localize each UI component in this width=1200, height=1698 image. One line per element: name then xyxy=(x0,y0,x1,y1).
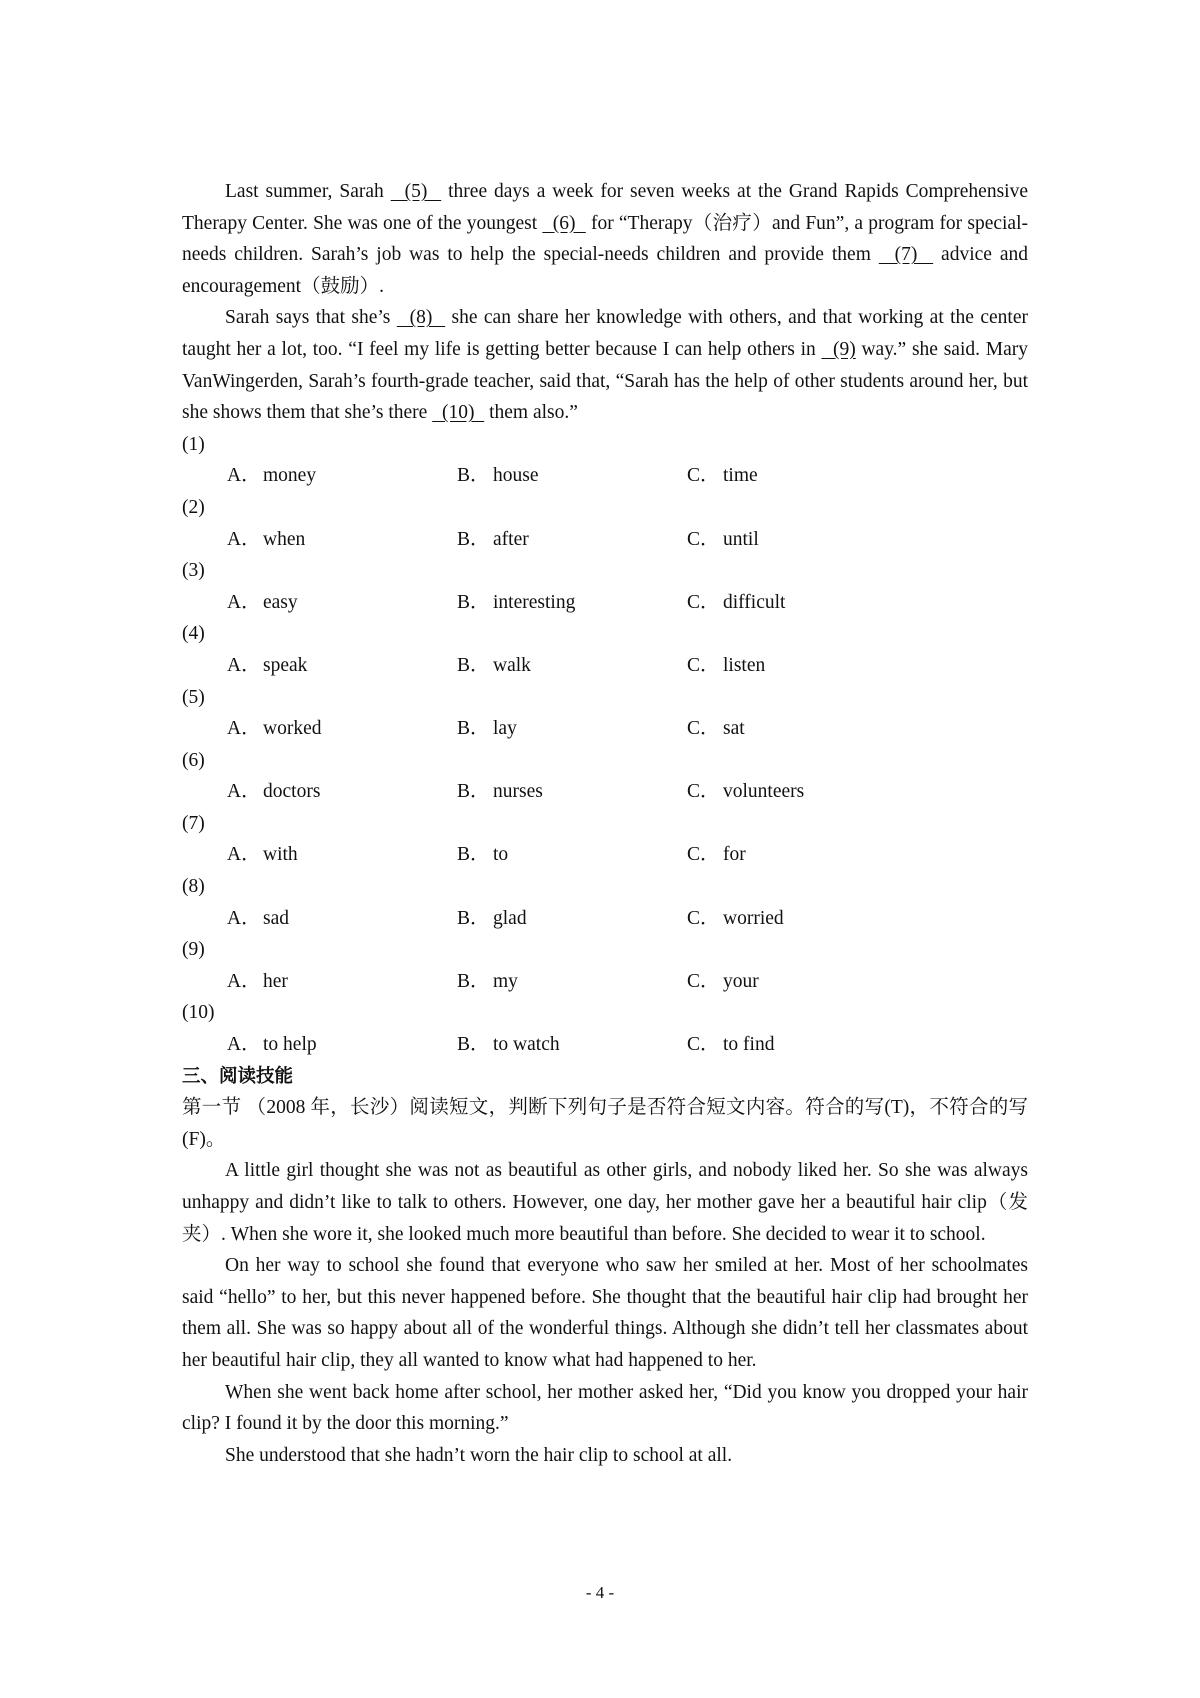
option-text: interesting xyxy=(493,591,576,613)
option-text: until xyxy=(723,528,759,550)
text-span: she can share her knowledge with others, and that working at the center taught her a lot, too. “I feel my life is getting better because I can help others in xyxy=(182,307,1028,360)
option-text: nurses xyxy=(493,781,543,803)
reading-paragraph: When she went back home after school, her mother asked her, “Did you know you dropped your hair clip? I found it by the door this morning.” xyxy=(182,1381,1028,1435)
option-letter: C． xyxy=(687,654,720,676)
question-number: (7) xyxy=(182,812,205,834)
option-row xyxy=(182,524,1028,556)
option-a xyxy=(227,713,321,745)
option-text: worried xyxy=(723,907,784,929)
blank-10: (10) xyxy=(432,402,485,424)
option-a xyxy=(227,587,298,619)
option-row xyxy=(182,966,1028,998)
option-b xyxy=(457,460,539,492)
option-c xyxy=(687,966,759,998)
reading-passage xyxy=(182,1155,1028,1471)
text-span: them also.” xyxy=(484,402,578,424)
option-a xyxy=(227,776,320,808)
question-number: (1) xyxy=(182,433,205,455)
option-text: sat xyxy=(723,718,745,740)
option-row xyxy=(182,713,1028,745)
option-text: easy xyxy=(263,591,298,613)
option-text: to xyxy=(493,844,509,866)
question-number: (5) xyxy=(182,686,205,708)
question-number: (8) xyxy=(182,876,205,898)
option-b xyxy=(457,1029,560,1061)
option-letter: C． xyxy=(687,718,720,740)
option-c xyxy=(687,650,765,682)
option-text: for xyxy=(723,844,746,866)
option-row xyxy=(182,839,1028,871)
blank-5: (5) xyxy=(390,181,442,202)
option-letter: B． xyxy=(457,654,490,676)
option-letter: C． xyxy=(687,970,720,992)
option-row xyxy=(182,460,1028,492)
text-span: for “Therapy（治疗）and Fun”, a program for special-needs children. Sarah’s job was to help the special-needs children and provide them xyxy=(182,212,1028,266)
option-text: when xyxy=(263,528,306,550)
option-letter: A． xyxy=(227,781,261,803)
question-list xyxy=(182,429,1028,1061)
option-text: time xyxy=(723,465,758,487)
option-b xyxy=(457,776,543,808)
blank-6: (6) xyxy=(542,212,586,234)
option-letter: A． xyxy=(227,718,261,740)
option-c xyxy=(687,713,745,745)
question-number: (9) xyxy=(182,939,205,961)
section-instruction: 第一节 （2008 年，长沙）阅读短文，判断下列句子是否符合短文内容。符合的写(T)，不符合的写(F)。 xyxy=(182,1097,1028,1150)
option-letter: B． xyxy=(457,1034,490,1056)
option-letter: C． xyxy=(687,781,720,803)
question-number: (2) xyxy=(182,496,205,518)
option-row xyxy=(182,587,1028,619)
option-letter: A． xyxy=(227,1034,261,1056)
question-number: (6) xyxy=(182,749,205,771)
option-row xyxy=(182,776,1028,808)
option-text: after xyxy=(493,528,529,550)
option-text: listen xyxy=(723,654,766,676)
option-text: to find xyxy=(723,1034,775,1056)
option-b xyxy=(457,587,575,619)
text-span: Last summer, Sarah xyxy=(225,181,391,202)
option-text: money xyxy=(263,465,317,487)
option-letter: B． xyxy=(457,844,490,866)
option-text: my xyxy=(493,970,518,992)
option-text: sad xyxy=(263,907,289,929)
option-c xyxy=(687,524,759,556)
text-span: way.” she said. Mary VanWingerden, Sarah’s fourth-grade teacher, said that, “Sarah has the help of other students around her, but she shows them that she’s there xyxy=(182,338,1028,424)
option-c xyxy=(687,776,804,808)
option-c xyxy=(687,903,784,935)
blank-9: (9) xyxy=(821,338,856,360)
option-letter: B． xyxy=(457,591,490,613)
reading-paragraph: She understood that she hadn’t worn the hair clip to school at all. xyxy=(225,1444,733,1466)
option-c xyxy=(687,460,758,492)
option-b xyxy=(457,524,529,556)
option-letter: A． xyxy=(227,907,261,929)
option-letter: C． xyxy=(687,591,720,613)
option-row xyxy=(182,1029,1028,1061)
blank-7: (7) xyxy=(878,244,934,266)
option-text: doctors xyxy=(263,781,321,803)
option-letter: A． xyxy=(227,528,261,550)
option-a xyxy=(227,839,298,871)
option-text: house xyxy=(493,465,539,487)
option-letter: A． xyxy=(227,970,261,992)
option-letter: B． xyxy=(457,718,490,740)
option-letter: A． xyxy=(227,591,261,613)
option-letter: C． xyxy=(687,528,720,550)
option-text: to watch xyxy=(493,1034,560,1056)
option-row xyxy=(182,650,1028,682)
reading-paragraph: A little girl thought she was not as beautiful as other girls, and nobody liked her. So she was always unhappy and didn’t like to talk to others. However, one day, her mother gave her a beautiful hair clip（发夹）. When she wore it, she looked much more beautiful than before. She decided to wear it to school. xyxy=(182,1160,1028,1245)
option-text: difficult xyxy=(723,591,786,613)
option-letter: C． xyxy=(687,1034,720,1056)
option-a xyxy=(227,524,305,556)
cloze-paragraph-1 xyxy=(182,176,1028,302)
option-letter: B． xyxy=(457,970,490,992)
option-b xyxy=(457,713,517,745)
option-letter: A． xyxy=(227,844,261,866)
option-row xyxy=(182,903,1028,935)
cloze-paragraph-2 xyxy=(182,302,1028,428)
reading-paragraph: On her way to school she found that everyone who saw her smiled at her. Most of her schoolmates said “hello” to her, but this never happened before. She thought that the beautiful hair clip had brought her them all. She was so happy about all of the wonderful things. Although she didn’t tell her classmates about her beautiful hair clip, they all wanted to know what had happened to her. xyxy=(182,1255,1028,1371)
option-b xyxy=(457,966,518,998)
option-letter: C． xyxy=(687,907,720,929)
option-letter: A． xyxy=(227,465,261,487)
option-letter: B． xyxy=(457,781,490,803)
option-letter: B． xyxy=(457,907,490,929)
option-text: volunteers xyxy=(723,781,805,803)
option-letter: C． xyxy=(687,844,720,866)
option-a xyxy=(227,966,288,998)
blank-8: (8) xyxy=(396,307,446,329)
page-number: - 4 - xyxy=(585,1583,615,1602)
option-text: worked xyxy=(263,718,322,740)
option-b xyxy=(457,650,531,682)
option-a xyxy=(227,1029,317,1061)
option-a xyxy=(227,460,316,492)
option-text: walk xyxy=(493,654,531,676)
page-content xyxy=(182,176,1028,1471)
option-letter: C． xyxy=(687,465,720,487)
section-title: 三、阅读技能 xyxy=(182,1065,294,1087)
option-text: your xyxy=(723,970,759,992)
option-a xyxy=(227,650,307,682)
option-text: with xyxy=(263,844,298,866)
option-text: lay xyxy=(493,718,517,740)
option-text: glad xyxy=(493,907,527,929)
option-a xyxy=(227,903,289,935)
option-b xyxy=(457,903,527,935)
option-b xyxy=(457,839,508,871)
option-letter: A． xyxy=(227,654,261,676)
option-letter: B． xyxy=(457,528,490,550)
question-number: (4) xyxy=(182,623,205,645)
option-letter: B． xyxy=(457,465,490,487)
option-text: speak xyxy=(263,654,308,676)
text-span: Sarah says that she’s xyxy=(225,307,397,329)
option-c xyxy=(687,1029,774,1061)
question-number: (3) xyxy=(182,560,205,582)
option-c xyxy=(687,839,746,871)
option-text: to help xyxy=(263,1034,317,1056)
question-number: (10) xyxy=(182,1002,215,1024)
text-span: advice and encouragement（鼓励）. xyxy=(182,244,1028,297)
option-c xyxy=(687,587,785,619)
text-span: three days a week for seven weeks at the Grand Rapids Comprehensive Therapy Center. She was one of the youngest xyxy=(182,181,1028,234)
option-text: her xyxy=(263,970,288,992)
